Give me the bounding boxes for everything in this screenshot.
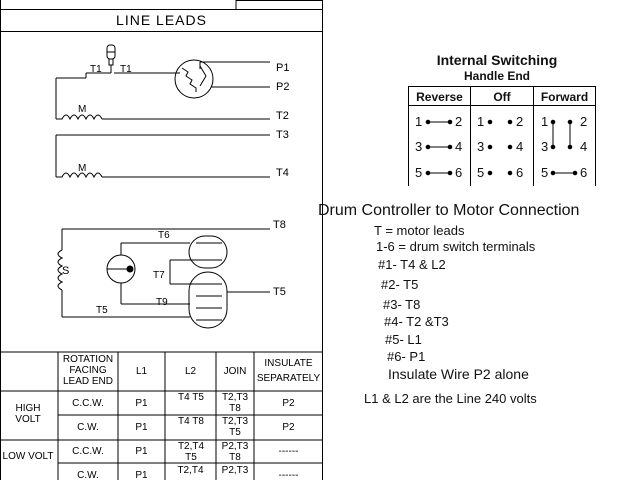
table-cell-l2: T2,T4 — [177, 465, 204, 476]
table-header-l1: L1 — [135, 366, 148, 377]
column-reverse: Reverse — [416, 90, 463, 104]
table-cell-l1: P1 — [135, 470, 148, 481]
lead-label-p2: P2 — [276, 81, 290, 93]
inner-lead-t5: T5 — [96, 305, 108, 316]
table-header-rotation: ROTATION FACING LEAD END — [62, 354, 114, 387]
line-voltage-note: L1 & L2 are the Line 240 volts — [364, 391, 537, 406]
lead-label-t2: T2 — [276, 110, 289, 122]
table-cell-insulate: P2 — [282, 422, 295, 433]
assignment-3: #3- T8 — [383, 297, 421, 312]
table-cell-l1: P1 — [135, 446, 148, 457]
assignment-6: #6- P1 — [387, 349, 426, 364]
table-cell-l2: T4 T5 — [178, 392, 204, 403]
table-cell-join: T2,T3 T8 — [221, 392, 249, 414]
lead-label-t5: T5 — [273, 286, 286, 298]
table-cell-join: P2,T3 — [221, 465, 249, 476]
terminal-number: 2 — [580, 114, 588, 129]
terminal-number: 3 — [415, 139, 423, 154]
assignment-5: #5- L1 — [385, 332, 422, 347]
assignment-1: #1- T4 & L2 — [378, 257, 446, 272]
table-cell-l2: T4 T8 — [178, 416, 204, 427]
table-cell-join: P2,T3 T8 — [221, 441, 249, 463]
table-cell-insulate: ------ — [278, 446, 299, 457]
terminal-number: 1 — [415, 114, 423, 129]
assignment-4: #4- T2 &T3 — [384, 314, 449, 329]
lead-label-p1: P1 — [276, 62, 290, 74]
switching-title: Internal Switching — [436, 52, 558, 68]
terminal-number: 3 — [477, 139, 485, 154]
terminal-number: 5 — [541, 165, 549, 180]
table-cell-rotation: C.C.W. — [72, 398, 104, 409]
table-cell-l1: P1 — [135, 398, 148, 409]
table-header-l2: L2 — [184, 366, 197, 377]
terminal-number: 3 — [541, 139, 549, 154]
terminal-number: 5 — [415, 165, 423, 180]
assignment-2: #2- T5 — [381, 277, 419, 292]
terminal-number: 4 — [580, 139, 588, 154]
reverse-links — [426, 120, 452, 175]
table-cell-insulate: ------ — [278, 470, 299, 481]
terminal-number: 5 — [477, 165, 485, 180]
thermal-label-right: T1 — [120, 64, 132, 75]
lead-label-t4: T4 — [276, 167, 289, 179]
table-cell-rotation: C.W. — [77, 422, 99, 433]
group-label-high-volt: HIGH VOLT — [15, 403, 41, 425]
table-cell-rotation: C.W. — [77, 470, 99, 481]
terminal-number: 1 — [477, 114, 485, 129]
inner-lead-t9: T9 — [156, 297, 168, 308]
terminal-number: 1 — [541, 114, 549, 129]
lead-label-t8: T8 — [273, 219, 286, 231]
terminal-number: 2 — [516, 114, 524, 129]
column-off: Off — [493, 90, 511, 104]
terminal-number: 4 — [455, 139, 463, 154]
insulate-note: Insulate Wire P2 alone — [388, 366, 529, 382]
group-label-low-volt: LOW VOLT — [2, 451, 54, 462]
main-winding-label: M — [78, 104, 87, 115]
diagram-header: LINE LEADS — [116, 12, 207, 28]
thermal-label-left: T1 — [90, 64, 102, 75]
lead-label-t3: T3 — [276, 129, 289, 141]
table-cell-insulate: P2 — [282, 398, 295, 409]
table-header-insulate: INSULATE SEPARATELY — [256, 358, 321, 384]
column-forward: Forward — [540, 90, 589, 104]
switching-subtitle: Handle End — [463, 69, 530, 83]
connection-title: Drum Controller to Motor Connection — [318, 202, 580, 219]
inner-lead-t7: T7 — [153, 270, 165, 281]
legend-motor-leads: T = motor leads — [374, 223, 465, 238]
terminal-number: 4 — [516, 139, 524, 154]
table-cell-l1: P1 — [135, 422, 148, 433]
terminal-number: 6 — [455, 165, 463, 180]
aux-winding-label: M — [78, 163, 87, 174]
table-header-join: JOIN — [223, 366, 247, 377]
table-cell-rotation: C.C.W. — [72, 446, 104, 457]
inner-lead-t6: T6 — [158, 230, 170, 241]
table-cell-l2: T2,T4 T5 — [177, 441, 205, 463]
terminal-number: 6 — [516, 165, 524, 180]
legend-switch-terminals: 1-6 = drum switch terminals — [376, 239, 536, 254]
terminal-number: 6 — [580, 165, 588, 180]
table-cell-join: T2,T3 T5 — [221, 416, 249, 438]
terminal-number: 2 — [455, 114, 463, 129]
forward-links — [551, 120, 577, 175]
start-winding-label: S — [62, 265, 70, 277]
off-dots — [488, 120, 512, 175]
